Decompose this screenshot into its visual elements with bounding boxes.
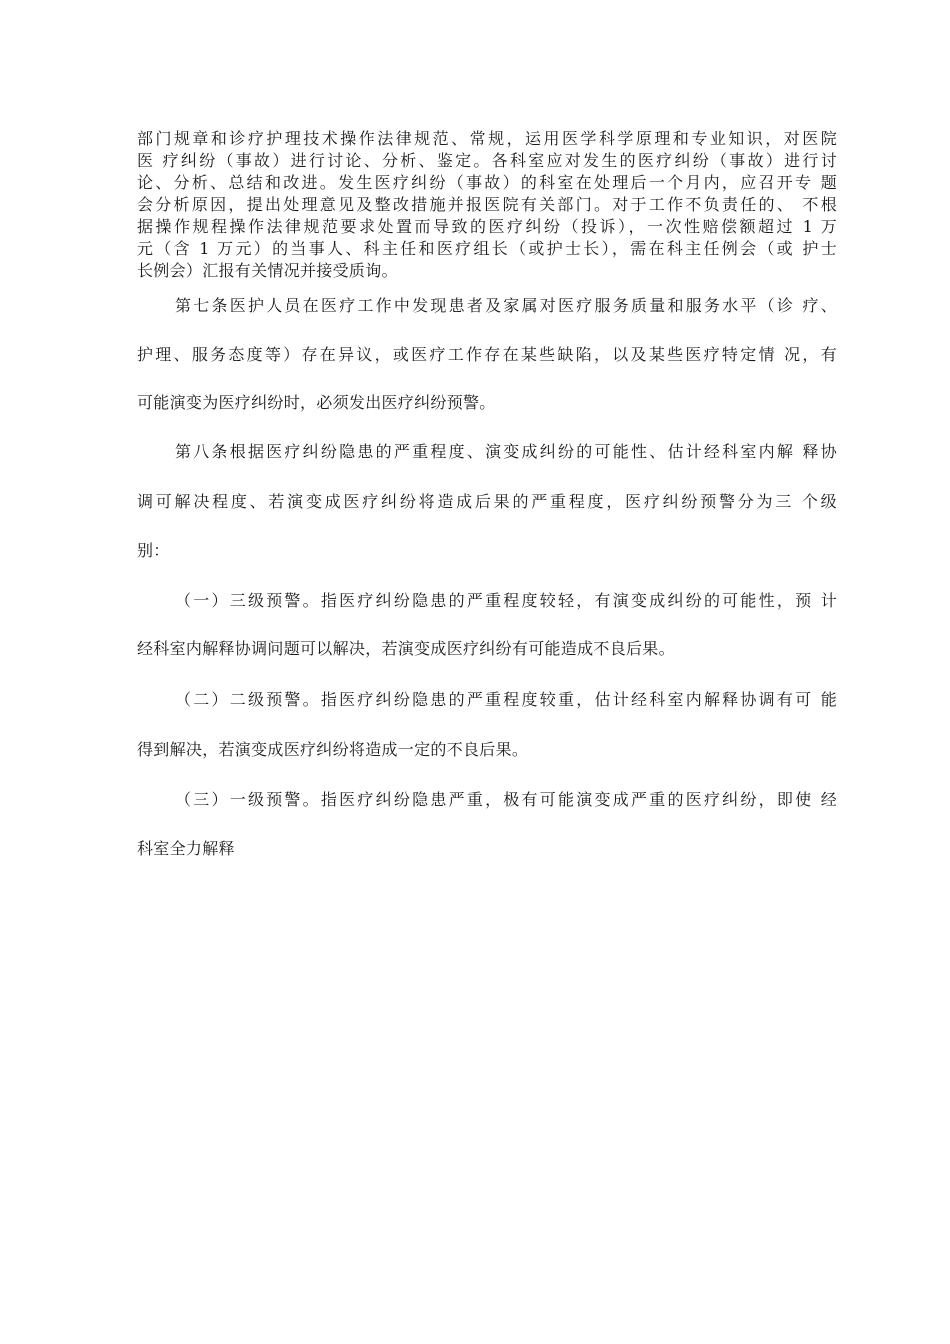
text-line: 医 疗纠纷（事故）进行讨论、分析、鉴定。各科室应对发生的医疗纠纷（事故）进行讨 <box>137 151 837 170</box>
text-line: 得到解决，若演变成医疗纠纷将造成一定的不良后果。 <box>137 740 529 759</box>
text-line: 论、分析、总结和改进。发生医疗纠纷（事故）的科室在处理后一个月内，应召开专 题 <box>137 173 837 192</box>
text-line: 别： <box>137 541 170 560</box>
text-line: 护理、服务态度等）存在异议，或医疗工作存在某些缺陷，以及某些医疗特定情 况，有 <box>137 345 837 364</box>
text-line: （三）一级预警。指医疗纠纷隐患严重，极有可能演变成严重的医疗纠纷，即使 经 <box>175 790 837 809</box>
text-line: （二）二级预警。指医疗纠纷隐患的严重程度较重，估计经科室内解释协调有可 能 <box>175 690 837 709</box>
text-line: 会分析原因，提出处理意见及整改措施并报医院有关部门。对于工作不负责任的、 不根 <box>137 195 837 214</box>
text-line: 据操作规程操作法律规范要求处置而导致的医疗纠纷（投诉），一次性赔偿额超过 1 万 <box>137 217 837 236</box>
text-line: 元（含 1 万元）的当事人、科主任和医疗组长（或护士长），需在科主任例会（或 护士 <box>137 239 837 258</box>
text-line: 可能演变为医疗纠纷时，必须发出医疗纠纷预警。 <box>137 393 496 412</box>
text-line: （一）三级预警。指医疗纠纷隐患的严重程度较轻，有演变成纠纷的可能性，预 计 <box>175 591 837 610</box>
text-line: 第七条医护人员在医疗工作中发现患者及家属对医疗服务质量和服务水平（诊 疗、 <box>175 296 837 315</box>
text-line: 经科室内解释协调问题可以解决，若演变成医疗纠纷有可能造成不良后果。 <box>137 639 675 658</box>
text-line: 长例会）汇报有关情况并接受质询。 <box>137 261 398 280</box>
text-line: 部门规章和诊疗护理技术操作法律规范、常规，运用医学科学原理和专业知识，对医院 <box>137 129 837 148</box>
text-line: 科室全力解释 <box>137 839 235 858</box>
text-line: 第八条根据医疗纠纷隐患的严重程度、演变成纠纷的可能性、估计经科室内解 释协 <box>175 442 837 461</box>
text-line: 调可解决程度、若演变成医疗纠纷将造成后果的严重程度，医疗纠纷预警分为三 个级 <box>137 492 837 511</box>
